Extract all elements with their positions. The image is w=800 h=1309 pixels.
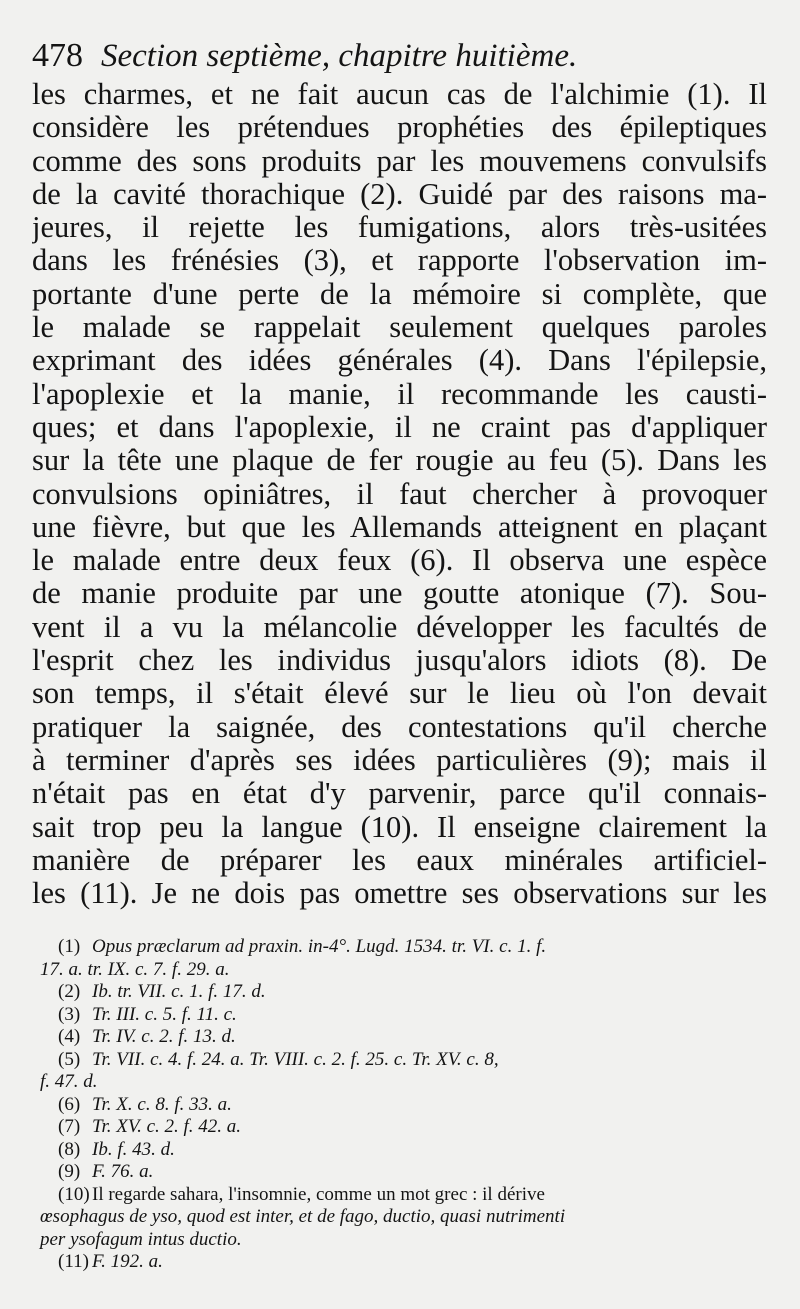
body-line: l'apoplexie et la manie, il recommande les causti- xyxy=(32,377,767,411)
body-line: sur la tête une plaque de fer rougie au feu (5). Dans les xyxy=(32,444,767,478)
footnote-text: Tr. III. c. 5. f. 11. c. xyxy=(92,1003,237,1025)
body-line: les (11). Je ne dois pas omettre ses observations sur les xyxy=(32,877,767,911)
footnote-number: (1) xyxy=(58,936,81,957)
page-header xyxy=(32,36,767,78)
body-line: le malade entre deux feux (6). Il observa une espèce xyxy=(32,544,767,578)
footnote xyxy=(32,1094,767,1117)
body-line: ques; et dans l'apoplexie, il ne craint pas d'appliquer xyxy=(32,410,767,444)
footnote-text: 17. a. tr. IX. c. 7. f. 29. a. xyxy=(40,958,230,980)
footnote-text: Il regarde sahara, l'insomnie, comme un mot grec : il dérive xyxy=(92,1183,545,1205)
footnote xyxy=(32,1161,767,1184)
footnote-number: (9) xyxy=(58,1161,81,1182)
footnote-continuation xyxy=(32,1071,767,1094)
footnotes xyxy=(32,936,767,1274)
running-title: Section septième, chapitre huitième. xyxy=(101,38,578,74)
footnote xyxy=(32,1026,767,1049)
footnote-text: f. 47. d. xyxy=(40,1071,98,1092)
footnote xyxy=(32,936,767,959)
body-line: portante d'une perte de la mémoire si complète, que xyxy=(32,277,767,311)
footnote-text: Tr. VII. c. 4. f. 24. a. Tr. VIII. c. 2. f. 25. c. Tr. XV. c. 8, xyxy=(92,1048,499,1070)
footnote-number: (8) xyxy=(58,1138,81,1160)
body-line: manière de préparer les eaux minérales artificiel- xyxy=(32,843,767,877)
footnote-text: Tr. XV. c. 2. f. 42. a. xyxy=(92,1116,242,1137)
footnote-text: Tr. X. c. 8. f. 33. a. xyxy=(92,1093,232,1115)
footnote xyxy=(32,1049,767,1072)
footnote-text: F. 192. a. xyxy=(92,1251,163,1272)
body-line: pratiquer la saignée, des contestations qu'il cherche xyxy=(32,710,767,744)
body-line: son temps, il s'était élevé sur le lieu où l'on devait xyxy=(32,677,767,711)
footnote-text: Tr. IV. c. 2. f. 13. d. xyxy=(92,1026,236,1047)
body-line: n'était pas en état d'y parvenir, parce qu'il connais- xyxy=(32,777,767,811)
footnote-text: per ysofagum intus ductio. xyxy=(40,1228,242,1250)
page-number: 478 xyxy=(32,37,83,74)
footnote-number: (10) xyxy=(58,1183,90,1205)
footnote-number: (11) xyxy=(58,1251,89,1272)
footnote-number: (7) xyxy=(58,1116,81,1137)
footnote-continuation xyxy=(32,1229,767,1252)
footnote-text: Ib. tr. VII. c. 1. f. 17. d. xyxy=(92,981,266,1002)
body-line: une fièvre, but que les Allemands atteignent en plaçant xyxy=(32,510,767,544)
body-line: considère les prétendues prophéties des épileptiques xyxy=(32,111,767,145)
body-line: jeures, il rejette les fumigations, alors très-usitées xyxy=(32,211,767,245)
footnote xyxy=(32,1116,767,1139)
footnote xyxy=(32,1139,767,1162)
book-page xyxy=(32,36,767,1286)
footnote-text: F. 76. a. xyxy=(92,1161,154,1182)
body-text xyxy=(32,78,767,910)
footnote xyxy=(32,981,767,1004)
body-line: l'esprit chez les individus jusqu'alors idiots (8). De xyxy=(32,644,767,678)
body-line: exprimant des idées générales (4). Dans l'épilepsie, xyxy=(32,344,767,378)
body-line: à terminer d'après ses idées particulières (9); mais il xyxy=(32,743,767,777)
body-line: convulsions opiniâtres, il faut chercher à provoquer xyxy=(32,477,767,511)
footnote xyxy=(32,1004,767,1027)
footnote xyxy=(32,1251,767,1274)
body-line: sait trop peu la langue (10). Il enseigne clairement la xyxy=(32,810,767,844)
footnote-number: (2) xyxy=(58,981,81,1002)
body-line: dans les frénésies (3), et rapporte l'observation im- xyxy=(32,244,767,278)
footnote-continuation xyxy=(32,1206,767,1229)
footnote-number: (5) xyxy=(58,1048,81,1070)
body-line: les charmes, et ne fait aucun cas de l'alchimie (1). Il xyxy=(32,78,767,111)
footnote-number: (3) xyxy=(58,1003,81,1025)
body-line: comme des sons produits par les mouvemens convulsifs xyxy=(32,144,767,178)
footnote xyxy=(32,1184,767,1207)
footnote-number: (4) xyxy=(58,1026,81,1047)
body-line: de la cavité thorachique (2). Guidé par des raisons ma- xyxy=(32,177,767,211)
body-line: vent il a vu la mélancolie développer les facultés de xyxy=(32,610,767,644)
body-line: de manie produite par une goutte atonique (7). Sou- xyxy=(32,577,767,611)
body-line: le malade se rappelait seulement quelques paroles xyxy=(32,311,767,345)
footnote-text: œsophagus de yso, quod est inter, et de fago, ductio, quasi nutrimenti xyxy=(40,1206,566,1227)
footnote-text: Opus præclarum ad praxin. in-4°. Lugd. 1534. tr. VI. c. 1. f. xyxy=(92,936,547,957)
footnote-number: (6) xyxy=(58,1093,81,1115)
footnote-continuation xyxy=(32,959,767,982)
footnote-text: Ib. f. 43. d. xyxy=(92,1138,175,1160)
